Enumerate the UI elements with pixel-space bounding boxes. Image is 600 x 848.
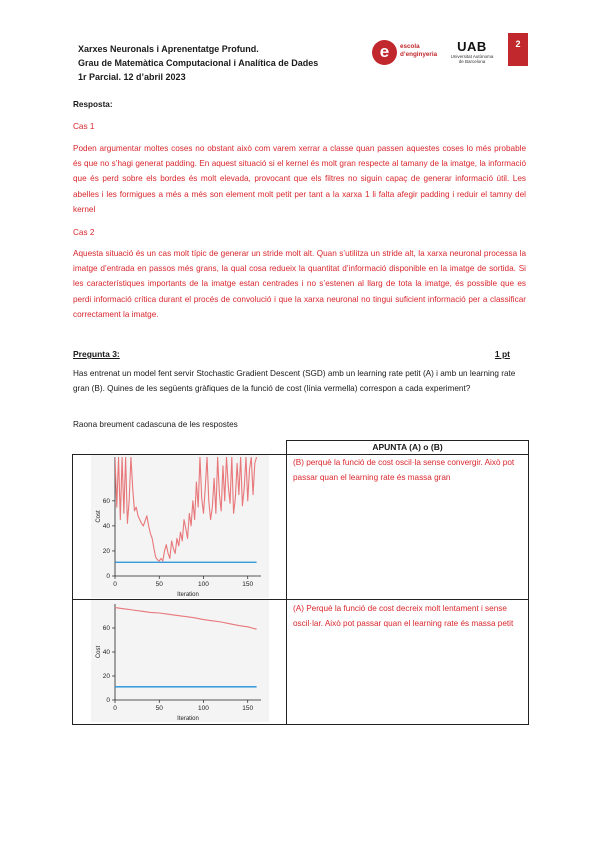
case1-text: Poden argumentar moltes coses no obstant això com varem xerrar a classe quan passen aquestes coses lo més probable és que no s’hagi generat padding. En aquest situació si el kernel és molt gran respecte al tamany de la imatge, la informació que és perd sobre els bordes és molt elevada, provocant que els filtres no siguin capaç de generar informació útil. Les abelles i les formigues a més a més son element molt petit per tant a la xarxa 1 li falta afegir padding i reduir el tamny del kernel <box>73 144 526 214</box>
cost-chart-1 <box>91 455 269 598</box>
chart-cell-1 <box>73 455 287 600</box>
question3-instruction: Raona breument cadascuna de les respostes <box>73 420 238 429</box>
y-tick-label: 60 <box>102 498 110 506</box>
chart-cell-2 <box>73 600 287 725</box>
x-axis-label: Iteration <box>176 716 199 722</box>
series-line-cost <box>115 457 257 561</box>
answer-text-1: (B) perquè la funció de cost oscil·la sense convergir. Això pot passar quan el learning rate és massa gran <box>293 458 515 482</box>
answer-table <box>72 440 529 725</box>
uab-logo-line2: de Barcelona <box>458 59 486 64</box>
answer-cell-2[interactable] <box>287 600 529 725</box>
cost-chart-1-svg <box>91 455 269 598</box>
course-title: Xarxes Neuronals i Aprenentatge Profund. <box>78 44 259 54</box>
question3-label: Pregunta 3: <box>73 349 120 359</box>
y-tick-label: 40 <box>102 649 110 657</box>
question3-points: 1 pt <box>494 349 510 359</box>
x-tick-label: 100 <box>197 581 209 588</box>
document-header <box>78 42 318 84</box>
x-tick-label: 50 <box>155 705 163 712</box>
page-number-badge: 2 <box>508 33 528 66</box>
y-axis-label: Cost <box>95 645 102 659</box>
y-tick-label: 20 <box>102 673 110 681</box>
y-tick-label: 0 <box>105 573 110 581</box>
case1-title: Cas 1 <box>73 122 95 131</box>
exam-date: 1r Parcial. 12 d’abril 2023 <box>78 72 186 82</box>
question3-text: Has entrenat un model fent servir Stochastic Gradient Descent (SGD) amb un learning rate petit (A) i amb un learning rate gran (B). Quines de les següents gràfiques de la funció de cost (línia vermella) correspon a cada experiment? <box>73 369 516 394</box>
y-tick-label: 40 <box>102 523 110 531</box>
x-tick-label: 0 <box>112 705 117 712</box>
x-tick-label: 50 <box>155 581 163 588</box>
case2-title: Cas 2 <box>73 228 95 237</box>
y-tick-label: 0 <box>105 697 110 705</box>
question3-heading <box>73 349 510 359</box>
degree-title: Grau de Matemàtica Computacional i Analítica de Dades <box>78 58 319 68</box>
x-axis-label: Iteration <box>176 592 199 598</box>
x-tick-label: 100 <box>197 705 209 712</box>
answer-label: Resposta <box>73 100 110 109</box>
case2-text: Aquesta situació és un cas molt típic de generar un stride molt alt. Quan s’utilitza un stride alt, la xarxa neuronal processa la imatge d’entrada en passos més grans, la qual cosa redueix la quantitat d’informació disponible en la imatge de sortida. Si les característiques importants de la imatge estan centrades i no s’estenen al llarg de tota la imatge, és possible que es perdi informació crítica durant el procés de convolució i que la xarxa neuronal no tingui suficient informació per a classificar correctament la imatge. <box>73 249 526 319</box>
y-tick-label: 20 <box>102 548 110 556</box>
escola-logo-line1: escola <box>400 43 420 50</box>
x-tick-label: 0 <box>112 581 117 588</box>
x-tick-label: 150 <box>241 705 253 712</box>
answer-text-2: (A) Perquè la funció de cost decreix molt lentament i sense oscil·lar. Això pot passar quan el learning rate és massa petit <box>293 604 514 628</box>
y-axis-label: Cost <box>95 510 102 523</box>
answer-cell-1[interactable] <box>287 455 529 600</box>
cost-chart-2 <box>91 600 269 722</box>
table-header-empty <box>73 441 287 455</box>
table-row <box>73 600 529 725</box>
uab-logo-line1: Universitat Autònoma <box>450 54 494 59</box>
answer-label-line: Resposta: <box>73 100 113 109</box>
x-tick-label: 150 <box>241 581 253 588</box>
uab-logo-mark: UAB <box>457 39 487 54</box>
uab-logo <box>442 40 502 72</box>
series-line-cost <box>115 608 257 630</box>
table-column-header: APUNTA (A) o (B) <box>287 441 529 455</box>
escola-logo-line2: d’enginyeria <box>400 51 438 58</box>
cost-chart-2-svg <box>91 600 269 722</box>
table-row <box>73 455 529 600</box>
y-tick-label: 60 <box>102 625 110 633</box>
escola-logo-mark: e <box>372 40 397 65</box>
